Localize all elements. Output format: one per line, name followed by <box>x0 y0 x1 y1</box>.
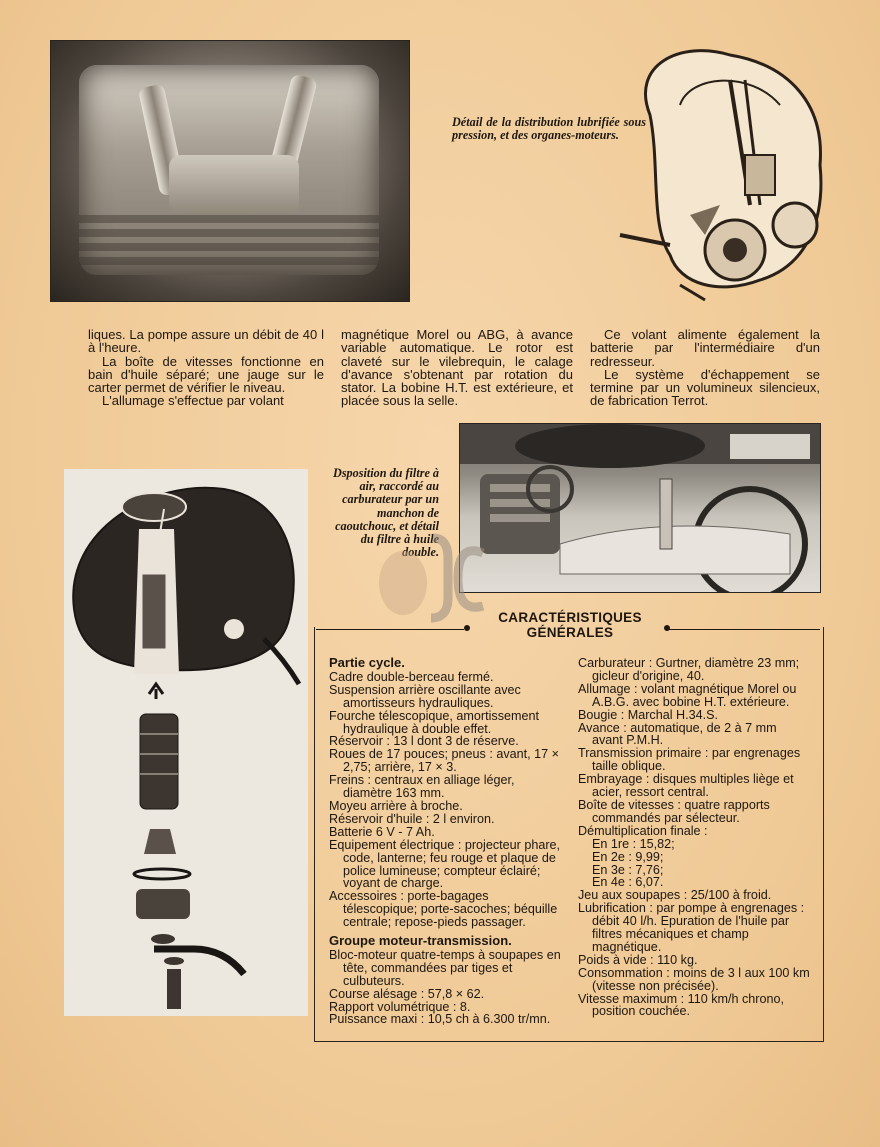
spec-item: Démultiplication finale : <box>578 823 708 838</box>
motorcycle-side-photo <box>459 423 821 593</box>
spec-item: Avance : automatique, de 2 à 7 mm avant P.M.H. <box>578 720 777 748</box>
spec-item: Jeu aux soupapes : 25/100 à froid. <box>578 888 772 903</box>
spec-item: Consommation : moins de 3 l aux 100 km (vitesse non précisée). <box>578 965 810 993</box>
body-paragraph: La boîte de vitesses fonctionne en bain d'huile séparé; une jauge sur le carter permet de vérifier le niveau. <box>88 353 324 396</box>
spec-item: Cadre double-berceau fermé. <box>329 669 494 684</box>
body-paragraph: liques. La pompe assure un débit de 40 l à l'heure. <box>88 327 324 356</box>
specs-left-column <box>329 657 561 1026</box>
body-paragraph: L'allumage s'effectue par volant <box>102 393 284 409</box>
spec-item: Roues de 17 pouces; pneus : avant, 17 × 2,75; arrière, 17 × 3. <box>329 747 560 775</box>
spec-item: Transmission primaire : par engrenages taille oblique. <box>578 746 801 774</box>
spec-item: Rapport volumétrique : 8. <box>329 999 471 1014</box>
body-column-1 <box>88 328 324 408</box>
spec-item: Réservoir : 13 l dont 3 de réserve. <box>329 734 519 749</box>
tank-filter-drawing <box>64 469 308 1016</box>
spec-item: Carburateur : Gurtner, diamètre 23 mm; gicleur d'origine, 40. <box>578 656 800 683</box>
body-column-3 <box>590 328 820 408</box>
body-paragraph: magnétique Morel ou ABG, à avance variable automatique. Le rotor est claveté sur le vilebrequin, le calage d'avance s'obtenant par rotation du stator. La bobine H.T. est extérieure, et placée sous la selle. <box>341 327 573 409</box>
body-paragraph: Ce volant alimente également la batterie par l'intermédiaire d'un redresseur. <box>590 327 820 369</box>
spec-item: Bougie : Marchal H.34.S. <box>578 707 719 722</box>
spec-item: Puissance maxi : 10,5 ch à 6.300 tr/mn. <box>329 1012 551 1027</box>
gear-ratio: En 4e : 6,07. <box>592 875 664 890</box>
spec-item: Lubrification : par pompe à engrenages : débit 40 l/h. Epuration de l'huile par filtres mécaniques et champ magnétique. <box>578 901 805 954</box>
filter-caption: Dsposition du filtre à air, raccordé au carburateur par un manchon de caoutchouc, et détail du filtre à huile double. <box>333 466 439 560</box>
spec-item: Réservoir d'huile : 2 l environ. <box>329 811 495 826</box>
spec-item: Batterie 6 V - 7 Ah. <box>329 824 435 839</box>
engine-cutaway-drawing <box>610 45 835 315</box>
gear-ratio: En 1re : 15,82; <box>592 836 675 851</box>
gear-ratio: En 3e : 7,76; <box>592 862 664 877</box>
specs-right-column <box>578 657 810 1018</box>
specs-title-line2: GÉNÉRALES <box>526 625 614 640</box>
spec-item: Freins : centraux en alliage léger, diamètre 163 mm. <box>329 773 515 801</box>
partie-cycle-heading: Partie cycle. <box>329 655 405 670</box>
body-column-2 <box>341 328 573 408</box>
gear-ratio: En 2e : 9,99; <box>592 849 664 864</box>
distribution-caption: Détail de la distribution lubrifiée sous pression, et des organes-moteurs. <box>452 115 646 143</box>
body-paragraph: Le système d'échappement se termine par un volumineux silencieux, de fabrication Terrot. <box>590 366 820 409</box>
spec-item: Course alésage : 57,8 × 62. <box>329 986 485 1001</box>
engine-head-photo <box>50 40 410 302</box>
spec-item: Allumage : volant magnétique Morel ou A.B.G. avec bobine H.T. extérieure. <box>578 681 797 709</box>
spec-item: Boîte de vitesses : quatre rapports commandés par sélecteur. <box>578 797 770 825</box>
spec-item: Suspension arrière oscillante avec amortisseurs hydrauliques. <box>329 682 521 710</box>
spec-item: Equipement électrique : projecteur phare, code, lanterne; feu rouge et plaque de police lumineuse; compteur éclairé; voyant de charge. <box>329 837 561 891</box>
groupe-heading: Groupe moteur-transmission. <box>329 933 512 949</box>
spec-item: Bloc-moteur quatre-temps à soupapes en tête, commandées par tiges et culbuteurs. <box>329 947 561 988</box>
spec-item: Vitesse maximum : 110 km/h chrono, position couchée. <box>578 991 785 1019</box>
spec-item: Poids à vide : 110 kg. <box>578 952 698 967</box>
spec-item: Fourche télescopique, amortissement hydraulique à double effet. <box>329 708 539 736</box>
specs-title-line1: CARACTÉRISTIQUES <box>498 610 642 625</box>
spec-item: Accessoires : porte-bagages télescopique; porte-sacoches; béquille centrale; repose-pieds passager. <box>329 889 558 930</box>
spec-item: Embrayage : disques multiples liège et acier, ressort central. <box>578 772 794 800</box>
spec-item: Moyeu arrière à broche. <box>329 798 463 813</box>
